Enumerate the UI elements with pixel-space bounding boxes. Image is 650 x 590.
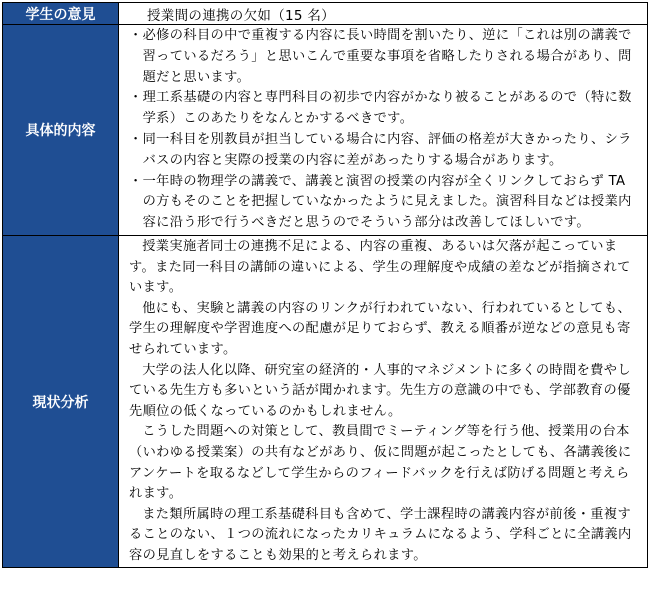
- analysis-row: [3, 235, 648, 568]
- details-row: [3, 25, 648, 236]
- detail-item-text: 理工系基礎の内容と専門科目の初歩で内容がかなり被ることがあるので（特に数学系）このあたりをなんとかするべきです。: [142, 90, 632, 127]
- detail-item-text: 必修の科目の中で重複する内容に長い時間を割いたり、逆に「これは別の講義で習っているだろう」と思いこんで重要な事項を省略したりされる場合があり、問題だと思います。: [142, 28, 632, 85]
- opinion-title: 授業間の連携の欠如（15 名）: [119, 3, 648, 25]
- detail-item: [129, 130, 639, 172]
- analysis-paragraph: 他にも、実験と講義の内容のリンクが行われていない、行われているとしても、学生の理解度や学習進度への配慮が足りておらず、教える順番が逆などの意見も寄せられています。: [129, 300, 632, 357]
- bullet-mark: ・: [129, 28, 143, 43]
- bullet-mark: ・: [129, 173, 143, 189]
- opinion-table: [2, 2, 648, 568]
- detail-item-text: 同一科目を別教員が担当している場合に内容、評価の格差が大きかったり、シラバスの内容と実際の授業の内容に差があったりする場合があります。: [142, 131, 632, 168]
- analysis-content: [119, 235, 648, 568]
- bullet-mark: ・: [129, 90, 143, 106]
- analysis-paragraph: また類所属時の理工系基礎科目も含めて、学士課程時の講義内容が前後・重複することのない、１つの流れになったカリキュラムになるよう、学科ごとに全講義内容の見直しをすることも効果的と考えられます。: [129, 506, 632, 563]
- analysis-label: 現状分析: [3, 235, 119, 568]
- detail-item: [129, 172, 639, 234]
- details-content: [119, 25, 648, 236]
- student-opinion-label: 学生の意見: [3, 3, 119, 25]
- detail-item: [129, 88, 639, 130]
- detail-item-text: 一年時の物理学の講義で、講義と演習の授業の内容が全くリンクしておらず TA の方もそのことを把握していなかったように見えました。演習科目などは授業内容に沿う形で行うべきだと思うのでそういう部分は改善してほしいです。: [142, 173, 632, 231]
- analysis-paragraph: こうした問題への対策として、教員間でミーティング等を行う他、授業用の台本（いわゆる授業案）の共有などがあり、仮に問題が起こったとしても、各講義後にアンケートを取るなどして学生からのフィードバックを行えば防げる問題と考えられます。: [129, 424, 632, 502]
- detail-item: [129, 26, 639, 88]
- header-row: [3, 3, 648, 25]
- analysis-paragraph: 大学の法人化以降、研究室の経済的・人事的マネジメントに多くの時間を費やしている先生方も多いという話が聞かれます。先生方の意識の中でも、学部教育の優先順位の低くなっているのかもしれません。: [129, 362, 631, 419]
- details-label: 具体的内容: [3, 25, 119, 236]
- analysis-paragraph: 授業実施者同士の連携不足による、内容の重複、あるいは欠落が起こっています。また同一科目の講師の違いによる、学生の理解度や成績の差などが指摘されています。: [129, 238, 631, 296]
- bullet-mark: ・: [129, 131, 143, 147]
